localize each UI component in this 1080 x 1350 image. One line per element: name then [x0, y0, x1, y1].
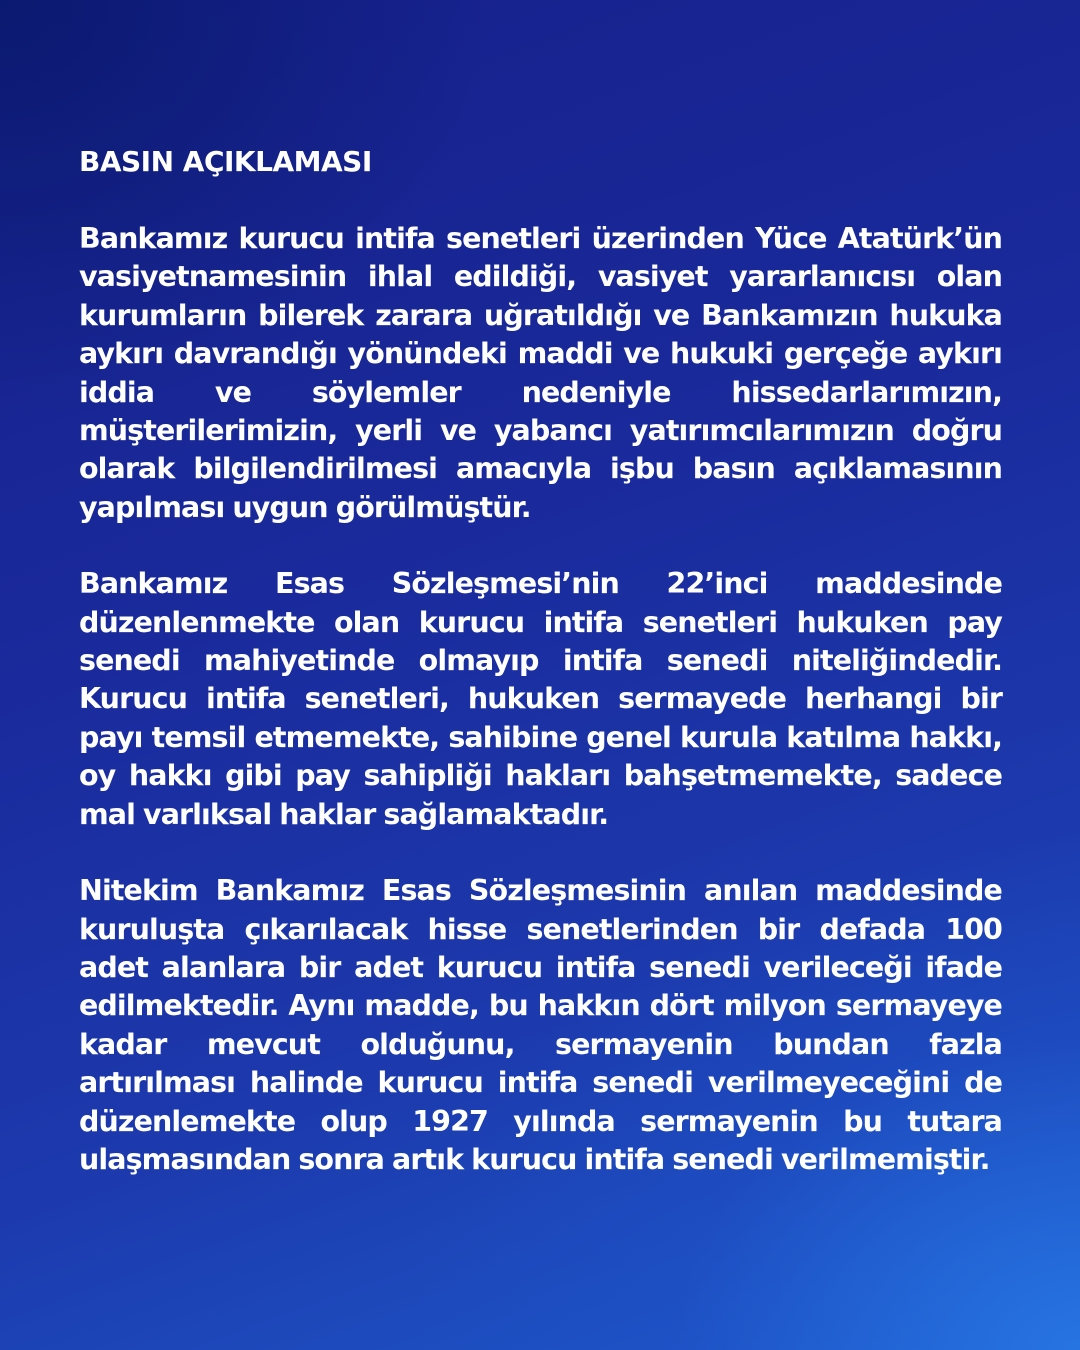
paragraph-articles-of-association: Bankamız Esas Sözleşmesi’nin 22’inci maddesinde düzenlenmekte olan kurucu intifa senetleri hukuken pay senedi mahiyetinde olmayıp intifa senedi niteliğindedir. Kurucu intifa senetleri, hukuken sermayede herhangi bir payı temsil etmemekte, sahibine genel kurula katılma hakkı, oy hakkı gibi pay sahipliği hakları bahşetmemekte, sadece mal varlıksal haklar sağlamaktadır. [79, 567, 1002, 831]
paragraph-intro: Bankamız kurucu intifa senetleri üzerinden Yüce Atatürk’ün vasiyetnamesinin ihlal edildiği, vasiyet yararlanıcısı olan kurumların bilerek zarara uğratıldığı ve Bankamızın hukuka aykırı davrandığı yönündeki maddi ve hukuki gerçeğe aykırı iddia ve söylemler nedeniyle hissedarlarımızın, müşterilerimizin, yerli ve yabancı yatırımcılarımızın doğru olarak bilgilendirilmesi amacıyla işbu basın açıklamasının yapılması uygun görülmüştür. [79, 222, 1002, 524]
paragraph-history: Nitekim Bankamız Esas Sözleşmesinin anılan maddesinde kuruluşta çıkarılacak hisse senetlerinden bir defada 100 adet alanlara bir adet kurucu intifa senedi verileceği ifade edilmektedir. Aynı madde, bu hakkın dört milyon sermayeye kadar mevcut olduğunu, sermayenin bundan fazla artırılması halinde kurucu intifa senedi verilmeyeceğini de düzenlemekte olup 1927 yılında sermayenin bu tutara ulaşmasından sonra artık kurucu intifa senedi verilmemiştir. [79, 874, 1002, 1176]
press-release-content [79, 143, 1002, 1217]
page-title: BASIN AÇIKLAMASI [79, 145, 372, 178]
